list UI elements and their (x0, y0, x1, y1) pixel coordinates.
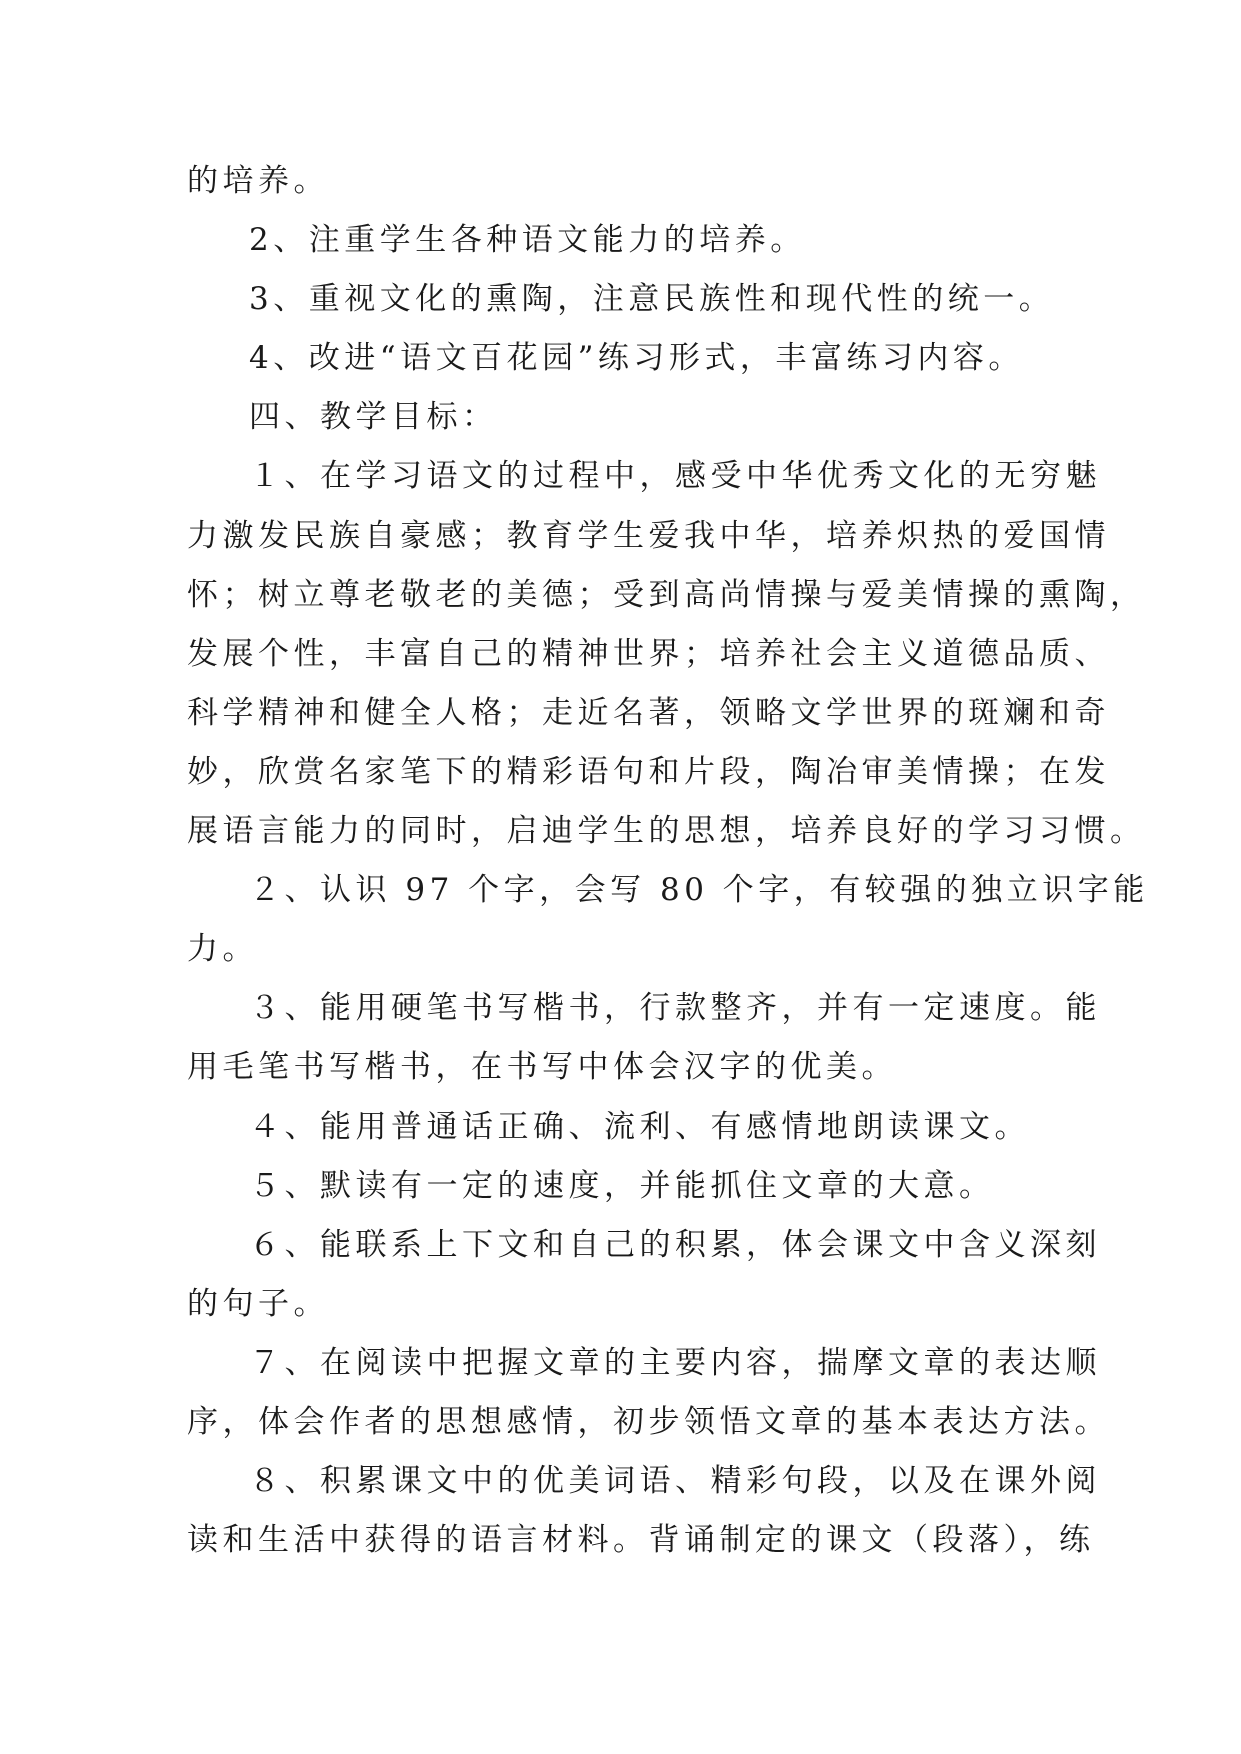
text-line: ８、积累课文中的优美词语、精彩句段，以及在课外阅 (249, 1463, 1101, 1500)
text-line: 的培养。 (187, 163, 329, 199)
text-line: ６、能联系上下文和自己的积累，体会课文中含义深刻 (249, 1226, 1101, 1263)
text-line: 力激发民族自豪感；教育学生爱我中华，培养炽热的爱国情 (187, 517, 1110, 554)
text-line: 科学精神和健全人格；走近名著，领略文学世界的斑斓和奇 (187, 694, 1110, 731)
text-line: ７、在阅读中把握文章的主要内容，揣摩文章的表达顺 (249, 1344, 1101, 1381)
text-line: 2、注重学生各种语文能力的培养。 (249, 222, 806, 259)
text-line: 3、重视文化的熏陶，注意民族性和现代性的统一。 (249, 281, 1055, 318)
document-body (187, 152, 1149, 1570)
text-line: １、在学习语文的过程中，感受中华优秀文化的无穷魅 (249, 458, 1101, 495)
text-line: 展语言能力的同时，启迪学生的思想，培养良好的学习习惯。 (187, 813, 1146, 850)
text-line: ４、能用普通话正确、流利、有感情地朗读课文。 (249, 1108, 1030, 1145)
text-line: 序，体会作者的思想感情，初步领悟文章的基本表达方法。 (187, 1403, 1110, 1440)
text-line: ３、能用硬笔书写楷书，行款整齐，并有一定速度。能 (249, 990, 1101, 1027)
text-line: 发展个性，丰富自己的精神世界；培养社会主义道德品质、 (187, 635, 1110, 672)
text-line: ２、认识 97 个字，会写 80 个字，有较强的独立识字能 (249, 872, 1149, 909)
text-line: 读和生活中获得的语言材料。背诵制定的课文（段落），练 (187, 1522, 1095, 1559)
text-line: 力。 (187, 931, 258, 968)
text-line: 的句子。 (187, 1285, 329, 1322)
text-line: ５、默读有一定的速度，并能抓住文章的大意。 (249, 1167, 995, 1204)
text-line: 怀；树立尊老敬老的美德；受到高尚情操与爱美情操的熏陶， (187, 576, 1146, 613)
text-line: 4、改进“语文百花园”练习形式，丰富练习内容。 (249, 340, 1024, 377)
text-line: 用毛笔书写楷书，在书写中体会汉字的优美。 (187, 1049, 897, 1086)
text-line: 妙，欣赏名家笔下的精彩语句和片段，陶冶审美情操；在发 (187, 753, 1110, 790)
text-line: 四、教学目标： (249, 399, 498, 436)
